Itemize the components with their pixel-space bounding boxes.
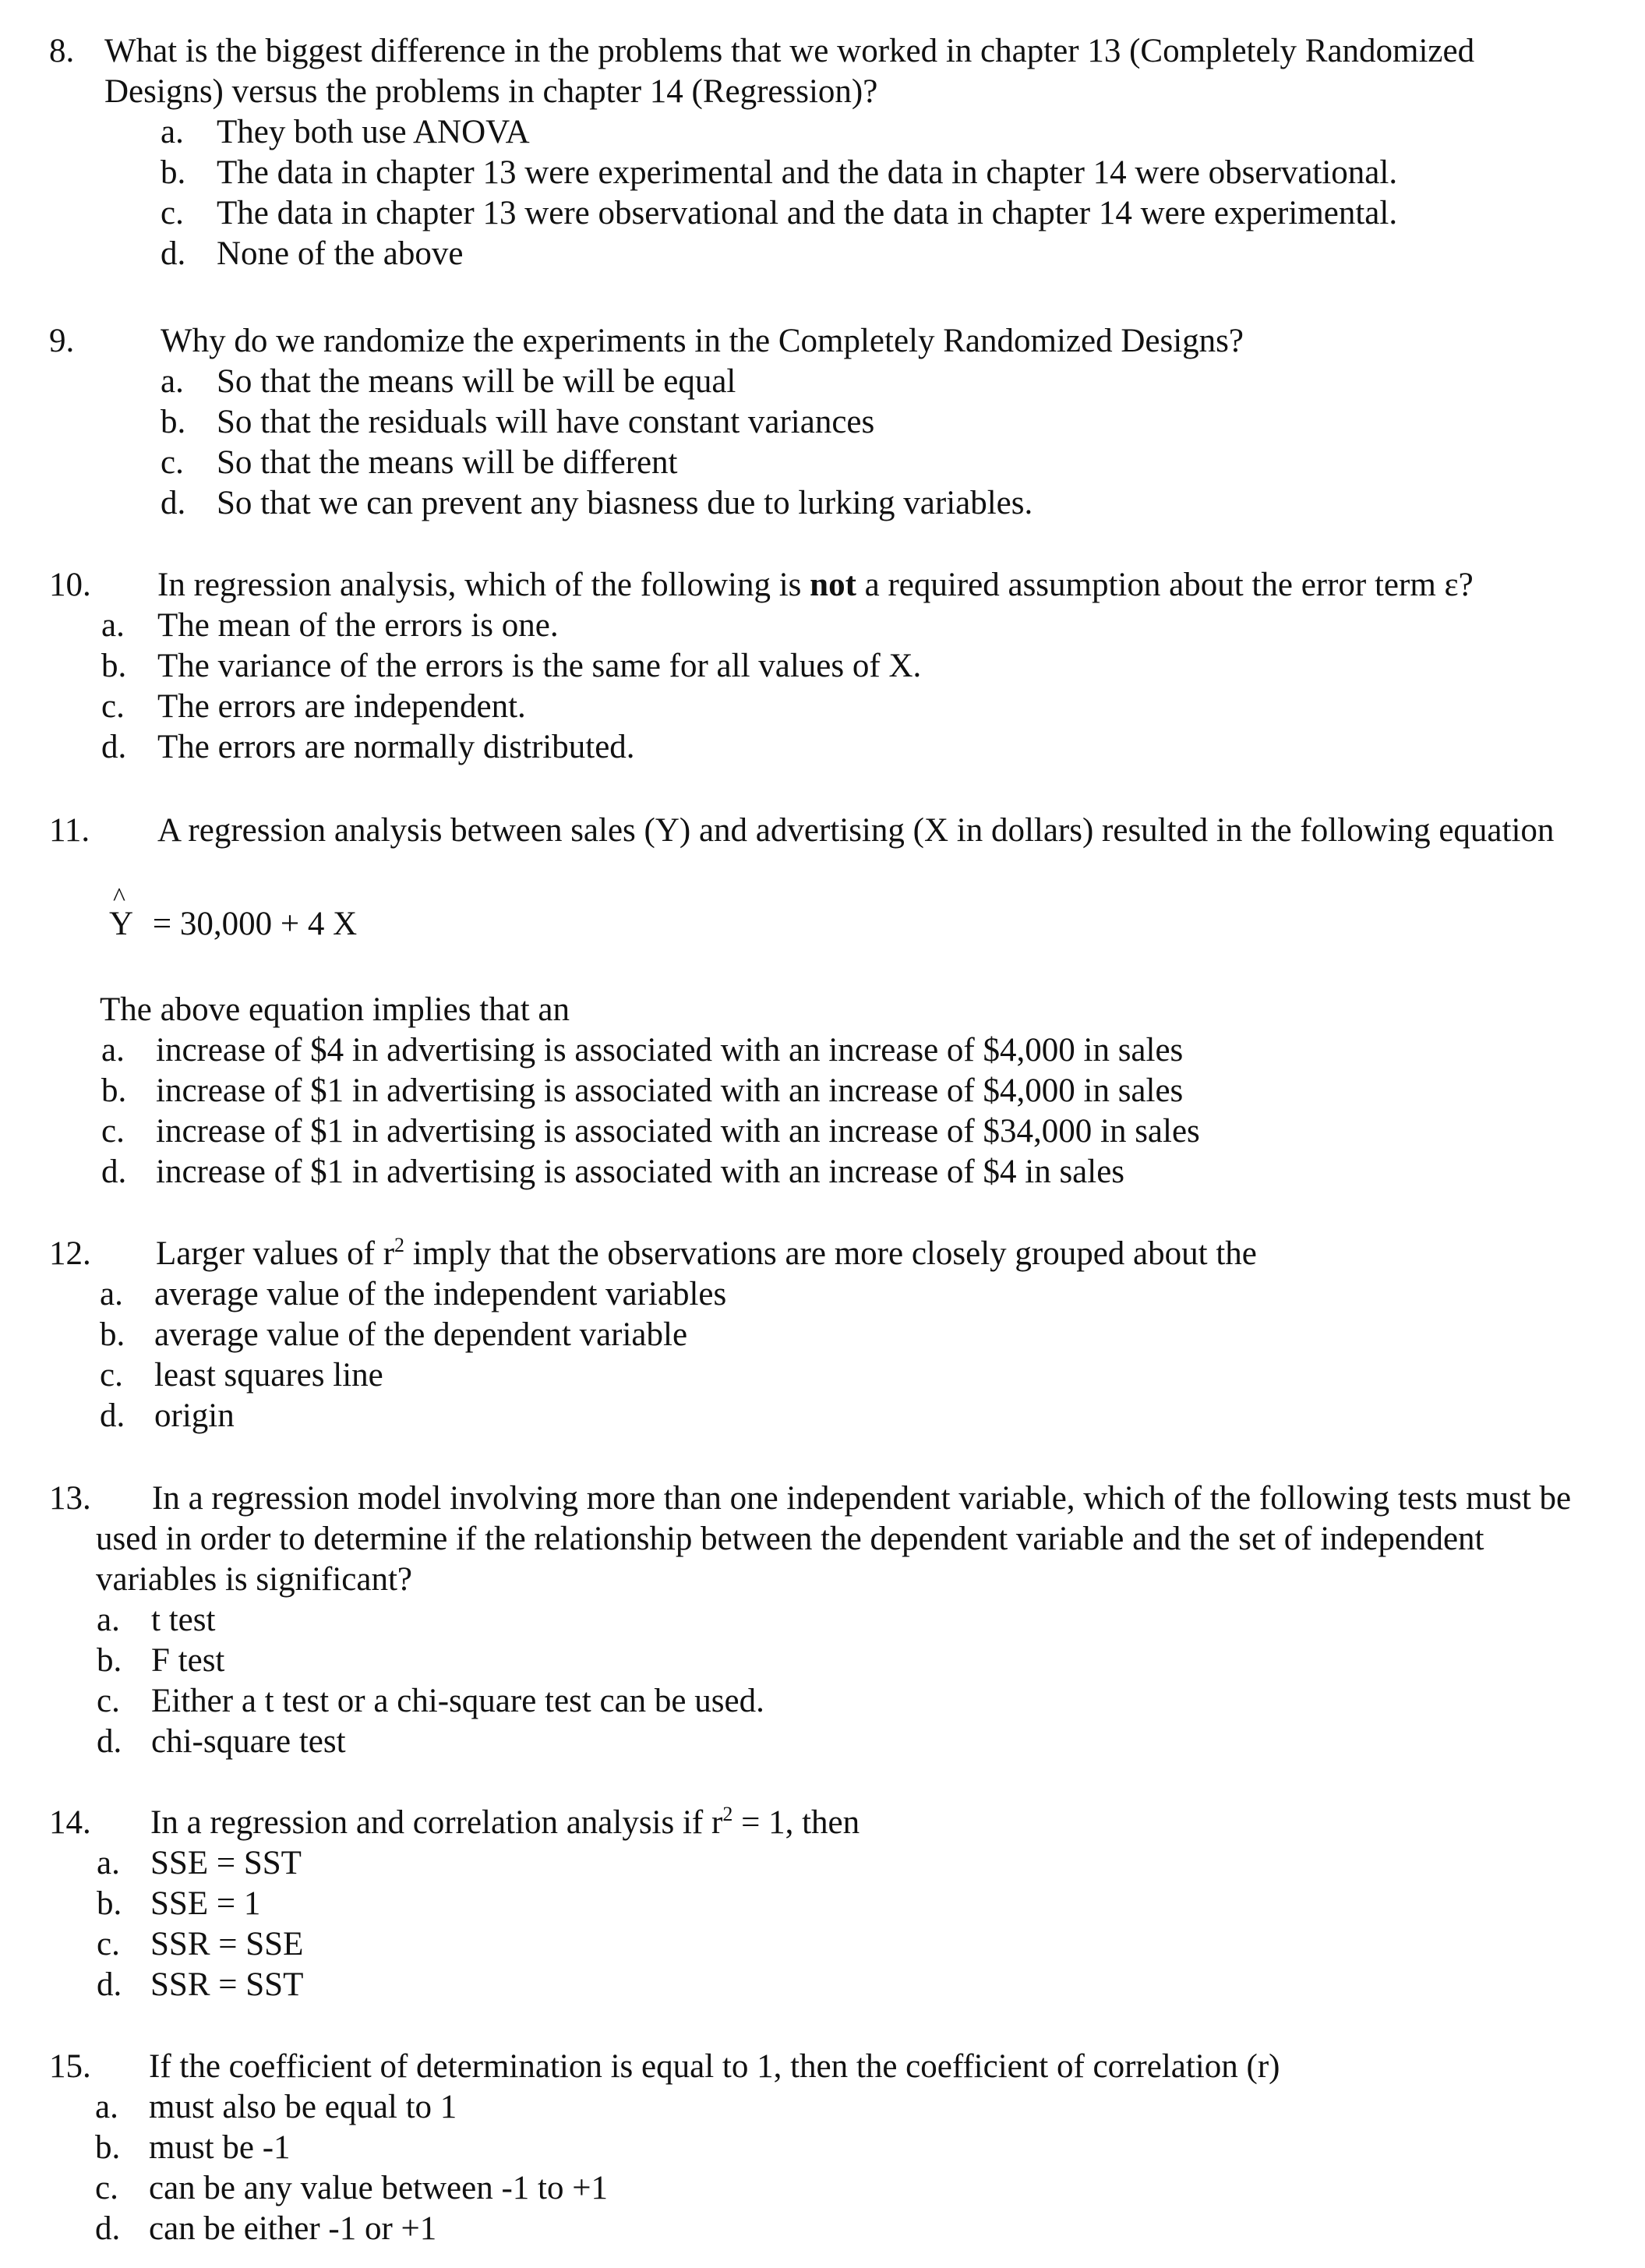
option-letter: d.	[161, 235, 186, 272]
option-letter: c.	[161, 444, 184, 481]
option-letter: c.	[101, 688, 125, 725]
option-letter: d.	[161, 485, 186, 521]
option-text: can be any value between -1 to +1	[149, 2170, 608, 2206]
question-text-pre: Larger values of r	[156, 1235, 395, 1272]
option-letter: b.	[100, 1316, 125, 1353]
option-letter: c.	[97, 1926, 120, 1962]
option-text: The errors are normally distributed.	[157, 729, 635, 765]
option-letter: b.	[101, 648, 127, 684]
y-symbol: Y	[109, 906, 134, 942]
option-text: So that the residuals will have constant variances	[217, 404, 875, 440]
question-text-pre: In a regression and correlation analysis if r	[150, 1804, 723, 1841]
hat-accent: ^	[113, 883, 125, 912]
question-text-post: a required assumption about the error term ε?	[856, 567, 1474, 603]
option-letter: c.	[161, 195, 184, 231]
question-number: 14.	[49, 1804, 91, 1841]
option-text: must also be equal to 1	[149, 2089, 457, 2125]
option-letter: c.	[95, 2170, 118, 2206]
option-text: must be -1	[149, 2129, 291, 2166]
option-text: can be either -1 or +1	[149, 2210, 437, 2247]
question-text-line: used in order to determine if the relationship between the dependent variable and the set of independent	[96, 1521, 1484, 1557]
option-letter: a.	[101, 1032, 125, 1069]
question-text-pre: In regression analysis, which of the following is	[157, 567, 810, 603]
option-text: average value of the independent variables	[154, 1276, 727, 1312]
option-text: least squares line	[154, 1357, 383, 1394]
option-text: origin	[154, 1397, 235, 1434]
option-letter: b.	[161, 404, 186, 440]
question-number: 13.	[49, 1480, 91, 1517]
question-text-line: What is the biggest difference in the problems that we worked in chapter 13 (Completely Randomized	[104, 33, 1475, 69]
equation-rhs: = 30,000 + 4 X	[152, 906, 358, 942]
option-text: So that we can prevent any biasness due to lurking variables.	[217, 485, 1033, 521]
option-letter: d.	[97, 1723, 122, 1760]
option-letter: d.	[101, 729, 127, 765]
option-letter: a.	[97, 1845, 120, 1881]
option-text: increase of $4 in advertising is associated with an increase of $4,000 in sales	[156, 1032, 1184, 1069]
question-number: 8.	[49, 33, 75, 69]
option-letter: a.	[97, 1602, 120, 1638]
option-letter: c.	[101, 1113, 125, 1150]
question-text-line: A regression analysis between sales (Y) and advertising (X in dollars) resulted in the following equation	[157, 812, 1555, 849]
option-text: None of the above	[217, 235, 464, 272]
option-letter: a.	[100, 1276, 123, 1312]
option-text: t test	[151, 1602, 216, 1638]
option-text: SSR = SST	[150, 1966, 304, 2003]
y-hat-symbol	[109, 883, 134, 945]
option-text: F test	[151, 1642, 225, 1679]
option-letter: d.	[100, 1397, 125, 1434]
option-letter: d.	[95, 2210, 121, 2247]
option-text: increase of $1 in advertising is associated with an increase of $4,000 in sales	[156, 1072, 1184, 1109]
option-letter: b.	[97, 1885, 122, 1922]
question-number: 12.	[49, 1235, 91, 1272]
option-letter: c.	[100, 1357, 123, 1394]
option-text: increase of $1 in advertising is associated with an increase of $4 in sales	[156, 1153, 1125, 1190]
question-text-line	[150, 1803, 860, 1843]
answer-lead-in: The above equation implies that an	[100, 991, 570, 1028]
option-text: They both use ANOVA	[217, 114, 530, 150]
option-text: Either a t test or a chi-square test can be used.	[151, 1683, 764, 1719]
option-text: The data in chapter 13 were observational and the data in chapter 14 were experimental.	[217, 195, 1398, 231]
question-number: 10.	[49, 567, 91, 603]
option-letter: b.	[161, 154, 186, 191]
regression-equation	[109, 883, 358, 945]
option-text: SSE = SST	[150, 1845, 302, 1881]
option-text: average value of the dependent variable	[154, 1316, 688, 1353]
question-text-post: imply that the observations are more closely grouped about the	[404, 1235, 1257, 1272]
superscript: 2	[394, 1234, 405, 1256]
option-letter: d.	[101, 1153, 127, 1190]
superscript: 2	[722, 1803, 733, 1825]
option-text: So that the means will be will be equal	[217, 363, 736, 400]
option-text: The mean of the errors is one.	[157, 607, 559, 644]
option-text: increase of $1 in advertising is associated with an increase of $34,000 in sales	[156, 1113, 1200, 1150]
option-letter: d.	[97, 1966, 122, 2003]
option-letter: b.	[95, 2129, 121, 2166]
option-text: The data in chapter 13 were experimental and the data in chapter 14 were observational.	[217, 154, 1398, 191]
question-number: 15.	[49, 2048, 91, 2085]
option-letter: b.	[97, 1642, 122, 1679]
option-text: SSE = 1	[150, 1885, 261, 1922]
option-letter: c.	[97, 1683, 120, 1719]
option-text: SSR = SSE	[150, 1926, 304, 1962]
question-text-line: variables is significant?	[96, 1561, 412, 1598]
question-text-emphasis: not	[810, 567, 856, 603]
option-letter: a.	[101, 607, 125, 644]
question-number: 9.	[49, 323, 75, 359]
question-text-line: Why do we randomize the experiments in the Completely Randomized Designs?	[161, 323, 1244, 359]
question-text-line: If the coefficient of determination is equal to 1, then the coefficient of correlation (r)	[149, 2048, 1280, 2085]
question-text-line: Designs) versus the problems in chapter 14 (Regression)?	[104, 73, 878, 110]
option-text: chi-square test	[151, 1723, 346, 1760]
option-letter: b.	[101, 1072, 127, 1109]
option-letter: a.	[95, 2089, 118, 2125]
option-letter: a.	[161, 114, 184, 150]
option-text: The errors are independent.	[157, 688, 526, 725]
option-text: So that the means will be different	[217, 444, 678, 481]
question-text-line: In a regression model involving more than one independent variable, which of the following tests must be	[152, 1480, 1572, 1517]
question-text-post: = 1, then	[732, 1804, 860, 1841]
question-text-line	[156, 1234, 1257, 1274]
question-text-line	[157, 565, 1474, 606]
option-text: The variance of the errors is the same for all values of X.	[157, 648, 922, 684]
option-letter: a.	[161, 363, 184, 400]
question-number: 11.	[49, 812, 90, 849]
